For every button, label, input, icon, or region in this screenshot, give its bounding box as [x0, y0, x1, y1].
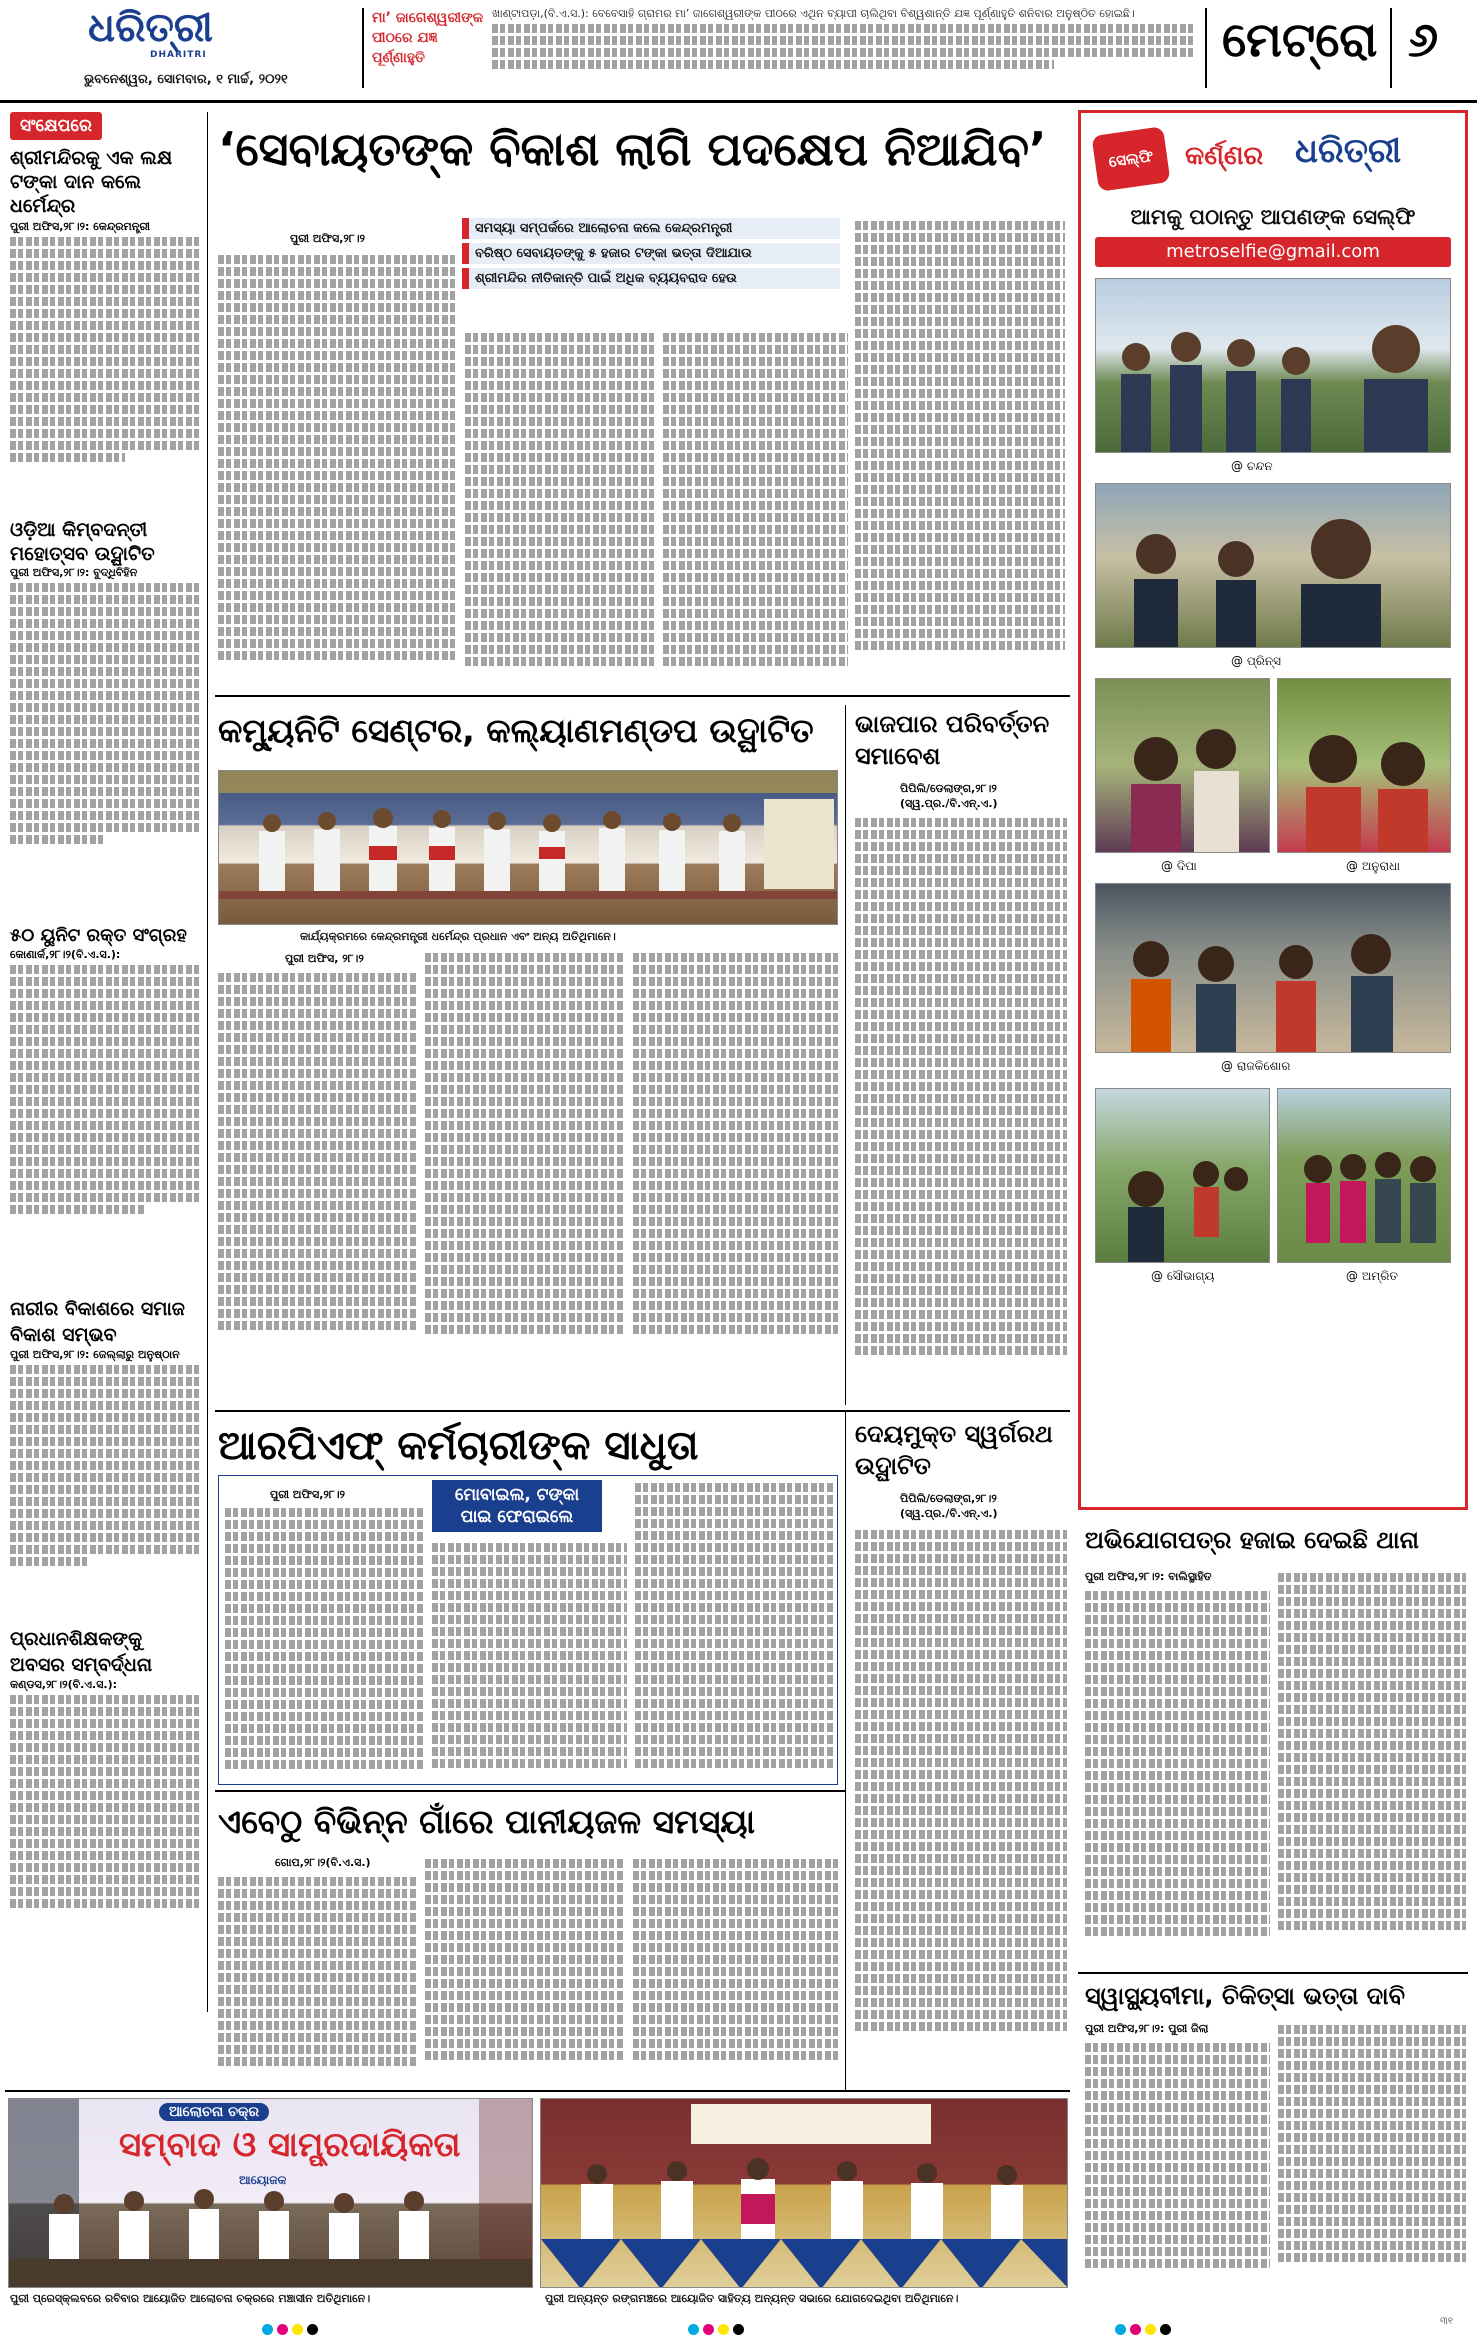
community-col-3 [633, 950, 838, 1350]
bottom-caption-1: ପୁରୀ ପ୍ରେସ୍‌କ୍ଲବରେ ରବିବାର ଆୟୋଜିତ ଆଲୋଚନା ଚକ୍ରରେ ମଞ୍ଚାସୀନ ଅତିଥିମାନେ। [10, 2292, 371, 2305]
brief-3-body [10, 962, 202, 1292]
selfie-email[interactable]: metroselfie@gmail.com [1095, 237, 1451, 267]
brief-5-title: ପ୍ରଧାନଶିକ୍ଷକଙ୍କୁ ଅବସର ସମ୍ବର୍ଦ୍ଧନା [10, 1628, 153, 1676]
banner-small-text: ଆୟୋଜକ [239, 2173, 287, 2187]
lead-bullet-2: ବରିଷ୍ଠ ସେବାୟତଙ୍କୁ ୫ ହଜାର ଟଙ୍କା ଭତ୍ତା ଦିଆଯାଉ [462, 243, 840, 264]
brief-1-dateline: ପୁରୀ ଅଫିସ,୨୮।୨: କେନ୍ଦ୍ରମନ୍ତ୍ରୀ [10, 220, 151, 233]
lead-bullets [462, 218, 840, 289]
health-col-1 [1085, 2040, 1270, 2290]
teaser-title: ମା’ ଜାଗେଶ୍ୱରୀଙ୍କ ପୀଠରେ ଯଜ୍ଞ ପୂର୍ଣ୍ଣାହୁତି [372, 10, 484, 66]
selfie-photo-prince [1095, 483, 1451, 648]
selfie-photo-anuradha [1277, 678, 1451, 853]
selfie-photo-chandan [1095, 278, 1451, 453]
selfie-photo-dipa-figures [1096, 679, 1270, 853]
water-col-1 [218, 1874, 418, 2084]
bjp-body [855, 815, 1067, 1405]
selfie-brand-logo: ଧରିତ୍ରୀ [1295, 131, 1402, 171]
brief-5-body [10, 1692, 202, 1992]
print-marks-right [1115, 2320, 1171, 2339]
bjp-headline: ଭାଜପାର ପରିବର୍ତ୍ତନ ସମାବେଶ [855, 710, 1050, 770]
health-dateline: ପୁରୀ ଅଫିସ,୨୮।୨: ପୁରୀ ଜିଲା [1085, 2022, 1209, 2035]
print-marks-left [262, 2320, 318, 2339]
banner-top-text: ଆଲୋଚନା ଚକ୍ର [159, 2103, 269, 2121]
police-headline: ଅଭିଯୋଗପତ୍ର ହଜାଇ ଦେଇଛି ଥାନା [1085, 1526, 1419, 1554]
banner-main-text: ସମ୍ବାଦ ଓ ସାମ୍ପ୍ରଦାୟିକତା [119, 2125, 461, 2165]
rpf-headline: ଆରପିଏଫ୍ କର୍ମଚାରୀଙ୍କ ସାଧୁତା [218, 1423, 699, 1469]
water-dateline: ଗୋପ,୨୮।୨(ବି.ଏ.ସ.) [275, 1856, 371, 1869]
brief-4-title: ନାରୀର ବିକାଶରେ ସମାଜ ବିକାଶ ସମ୍ଭବ [10, 1298, 185, 1346]
selfie-photo-soubhagya [1095, 1088, 1270, 1263]
lead-col-1 [218, 252, 458, 688]
bjp-dateline-2: (ସ୍ୱ.ପ୍ର./ବି.ଏନ୍.ଏ.) [900, 797, 998, 810]
logo-sub: DHARITRI [150, 50, 207, 60]
selfie-photo-prince-figures [1096, 484, 1451, 648]
lead-dateline: ପୁରୀ ଅଫିସ,୨୮।୨ [290, 232, 366, 245]
brief-1-title: ଶ୍ରୀମନ୍ଦିରକୁ ଏକ ଲକ୍ଷ ଟଙ୍କା ଦାନ କଲେ ଧର୍ମେନ୍ଦ୍ର [10, 147, 173, 217]
lead-col-3 [663, 330, 848, 688]
police-col-2 [1278, 1570, 1466, 1968]
print-number: ୩୧ [1440, 2316, 1454, 2327]
selfie-brand-corner: କର୍ଣ୍ଣର [1185, 141, 1264, 171]
community-col-1 [218, 970, 418, 1350]
police-col-1 [1085, 1588, 1270, 1968]
rpf-dateline: ପୁରୀ ଅଫିସ,୨୮।୨ [270, 1488, 346, 1501]
lead-col-4 [855, 218, 1065, 688]
selfie-banner [1095, 125, 1450, 195]
selfie-name-anuradha: @ ଅନୁରାଧା [1346, 859, 1400, 873]
lead-headline: ‘ସେବାୟତଙ୍କ ବିକାଶ ଲାଗି ପଦକ୍ଷେପ ନିଆଯିବ’ [218, 122, 1047, 176]
selfie-corner [1078, 110, 1468, 1510]
brief-4-body [10, 1362, 202, 1622]
community-dateline: ପୁରୀ ଅଫିସ, ୨୮।୨ [285, 952, 364, 965]
masthead [0, 0, 1477, 100]
selfie-photo-soubhagya-figures [1096, 1089, 1270, 1263]
section-name: ମେଟ୍ରୋ [1222, 12, 1378, 68]
sidebar-header: ସଂକ୍ଷେପରେ [10, 112, 102, 140]
masthead-divider-1 [362, 8, 364, 88]
teaser-text: ଖାଣ୍ଟାପଡ଼ା,(ବି.ଏ.ସ.): ବେବେସାହି ଗ୍ରାମର ମା’ ଜାଗେଶ୍ୱରୀଙ୍କ ପୀଠରେ ଏଥିନ ବ୍ୟାପୀ ଚାଲିଥିବା ବିଶ୍ୱଶାନ୍ତି ଯଜ୍ଞ ପୂର୍ଣ୍ଣାହୁତି ଶନିବାର ଅନୁଷ୍ଠିତ ହୋଇଛି। [492, 6, 1195, 90]
masthead-date: ଭୁବନେଶ୍ୱର, ସୋମବାର, ୧ ମାର୍ଚ୍ଚ, ୨୦୨୧ [84, 72, 288, 87]
lead-bullet-1: ସମସ୍ୟା ସମ୍ପର୍କରେ ଆଲୋଚନା କଲେ କେନ୍ଦ୍ରମନ୍ତ୍ରୀ [462, 218, 840, 239]
health-col-2 [1278, 2022, 1466, 2290]
selfie-photo-rajkishore-figures [1096, 884, 1451, 1053]
sidebar [10, 112, 202, 2012]
masthead-rule [0, 100, 1477, 103]
print-registration-marks [0, 2312, 1477, 2339]
bottom-photo-literary-figures [541, 2099, 1068, 2288]
selfie-photo-chandan-figures [1096, 279, 1451, 453]
bottom-caption-2: ପୁରୀ ଅନ୍ୟନ୍ତ ରଙ୍ଗମଞ୍ଚରେ ଆୟୋଜିତ ସାହିତ୍ୟ ଅନ୍ୟନ୍ତ ସଭାରେ ଯୋଗଦେଇଥିବା ଅତିଥିମାନେ। [545, 2292, 959, 2305]
brief-1-body [10, 234, 202, 514]
selfie-name-amrit: @ ଅମ୍ରିତ [1346, 1269, 1398, 1283]
water-col-2 [425, 1856, 625, 2084]
mid-rule-1 [215, 1410, 1070, 1412]
sidebar-divider [207, 112, 208, 2012]
selfie-name-rajkishore: @ ରାଜକିଶୋର [1221, 1059, 1291, 1073]
community-caption: କାର୍ଯ୍ୟକ୍ରମରେ କେନ୍ଦ୍ରମନ୍ତ୍ରୀ ଧର୍ମେନ୍ଦ୍ର ପ୍ରଧାନ ଏବଂ ଅନ୍ୟ ଅତିଥିମାନେ। [300, 930, 616, 943]
swargaratha-headline: ଦେୟମୁକ୍ତ ସ୍ୱର୍ଗରଥ ଉଦ୍ଘାଟିତ [855, 1420, 1053, 1480]
selfie-name-chandan: @ ଚନ୍ଦନ [1231, 459, 1273, 473]
rpf-col-2 [432, 1540, 627, 1780]
health-headline: ସ୍ୱାସ୍ଥ୍ୟବୀମା, ଚିକିତ୍ସା ଭତ୍ତା ଦାବି [1085, 1982, 1405, 2010]
lead-bottom-rule [215, 695, 1070, 697]
swargaratha-dateline: ପିପିଲି/ଡେଲାଙ୍ଗ,୨୮।୨ [900, 1492, 997, 1505]
selfie-photo-amrit-figures [1278, 1089, 1451, 1263]
bottom-rule [5, 2090, 1070, 2092]
community-col-2 [425, 950, 625, 1350]
masthead-divider-3 [1390, 8, 1392, 88]
brief-2-body [10, 580, 202, 920]
right-mid-rule [1078, 1972, 1468, 1974]
selfie-name-dipa: @ ଦିପା [1161, 859, 1197, 873]
selfie-photo-rajkishore [1095, 883, 1451, 1053]
lead-bullet-3: ଶ୍ରୀମନ୍ଦିର ନୀତିକାନ୍ତି ପାଇଁ ଅଧିକ ବ୍ୟୟବରାଦ ହେଉ [462, 268, 840, 289]
brief-2-dateline: ପୁରୀ ଅଫିସ,୨୮।୨: ବୁଦ୍ଧିବିହିନ [10, 566, 138, 579]
selfie-name-soubhagya: @ ସୌଭାଗ୍ୟ [1151, 1269, 1215, 1283]
brief-3-title: ୫୦ ୟୁନିଟ ରକ୍ତ ସଂଗ୍ରହ [10, 925, 187, 946]
bottom-photo-seminar [8, 2098, 533, 2288]
police-dateline: ପୁରୀ ଅଫିସ,୨୮।୨: ବାଲିସ୍ଥାହିତ [1085, 1570, 1212, 1583]
community-photo [218, 770, 838, 925]
selfie-photo-amrit [1277, 1088, 1451, 1263]
water-headline: ଏବେଠୁ ବିଭିନ୍ନ ଗାଁରେ ପାନୀୟଜଳ ସମସ୍ୟା [218, 1802, 756, 1841]
mid-rule-2 [215, 1790, 845, 1792]
bjp-dateline: ପିପିଲି/ଡେଲାଙ୍ଗ,୨୮।୨ [900, 782, 997, 795]
phone-icon: ସେଲ୍ଫି [1091, 126, 1170, 191]
masthead-divider-2 [1205, 8, 1207, 88]
selfie-photo-dipa [1095, 678, 1270, 853]
brief-5-dateline: କଣ୍ଡସ,୨୮।୨(ବି.ଏ.ସ.): [10, 1678, 117, 1691]
rpf-highlight: ମୋବାଇଲ, ଟଙ୍କା ପାଇ ଫେରାଇଲେ [432, 1480, 602, 1532]
brief-2-title: ଓଡ଼ିଆ କିମ୍ବଦନ୍ତୀ ମହୋତ୍ସବ ଉଦ୍ଘାଟିତ [10, 519, 155, 565]
community-headline: କମ୍ୟୁନିଟି ସେଣ୍ଟର, କଲ୍ୟାଣମଣ୍ଡପ ଉଦ୍ଘାଟିତ [218, 711, 814, 750]
swargaratha-body [855, 1527, 1067, 2082]
community-photo-figures [219, 771, 838, 925]
community-divider [845, 705, 846, 1405]
selfie-photo-anuradha-figures [1278, 679, 1451, 853]
rpf-col-3 [635, 1480, 833, 1780]
page-number: ୬ [1408, 12, 1439, 68]
bottom-photo-literary [540, 2098, 1068, 2288]
selfie-invite: ଆମକୁ ପଠାନ୍ତୁ ଆପଣଙ୍କ ସେଲ୍‌ଫି [1130, 205, 1416, 229]
rpf-col-1 [225, 1505, 425, 1780]
swargaratha-dateline-2: (ସ୍ୱ.ପ୍ର./ବି.ଏନ୍.ଏ.) [900, 1507, 998, 1520]
rpf-divider [845, 1412, 846, 2092]
brief-4-dateline: ପୁରୀ ଅଫିସ,୨୮।୨: ଜେଲ୍ଲାରୁ ଅନୁଷ୍ଠାନ [10, 1348, 180, 1361]
print-marks-center [688, 2320, 744, 2339]
water-col-3 [633, 1856, 838, 2084]
brief-3-dateline: କୋଣାର୍କ,୨୮।୨(ବି.ଏ.ସ.): [10, 948, 121, 961]
masthead-logo [88, 4, 288, 60]
logo-text: ଧରିତ୍ରୀ [88, 4, 213, 51]
bottom-photo-seminar-figures [9, 2099, 533, 2288]
selfie-name-prince: @ ପ୍ରିନ୍ସ [1231, 654, 1281, 668]
lead-col-2 [465, 330, 655, 688]
